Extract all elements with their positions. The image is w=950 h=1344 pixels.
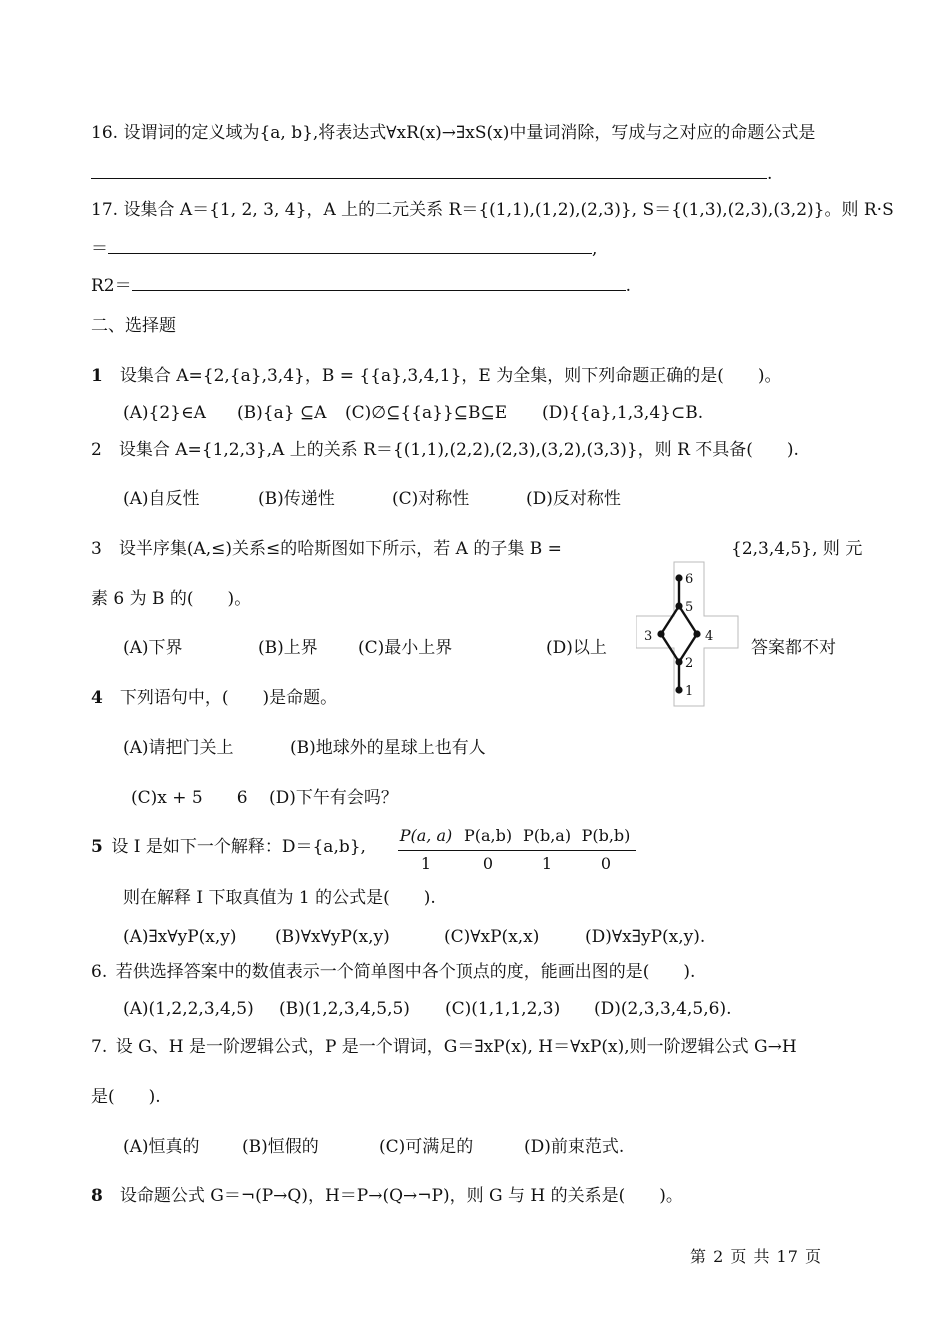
- table-val-pba: 1: [541, 854, 553, 873]
- q3-option-b[interactable]: (B)上界: [258, 638, 318, 658]
- q5-option-d[interactable]: (D)∀x∃yP(x,y).: [585, 927, 706, 947]
- q6-option-a[interactable]: (A)(1,2,2,3,4,5): [123, 999, 254, 1019]
- page-number-footer: 第 2 页 共 17 页: [690, 1247, 822, 1266]
- q6-option-d[interactable]: (D)(2,3,3,4,5,6).: [594, 999, 732, 1019]
- hasse-label-4: 4: [705, 629, 714, 644]
- hasse-label-1: 1: [685, 684, 694, 699]
- q1-number: 1: [91, 366, 103, 386]
- q2-number: 2: [91, 440, 102, 460]
- hasse-label-5: 5: [685, 600, 694, 615]
- q3-number: 3: [91, 539, 102, 559]
- q7-option-b[interactable]: (B)恒假的: [242, 1137, 319, 1157]
- q2-option-c[interactable]: (C)对称性: [392, 489, 470, 509]
- table-head-pbb: P(b,b): [581, 826, 631, 845]
- q4-question: [91, 687, 337, 709]
- q2-option-a[interactable]: (A)自反性: [123, 489, 200, 509]
- q1-option-b[interactable]: (B){a} ⊆A: [237, 403, 327, 423]
- q7-number: 7.: [91, 1037, 108, 1057]
- hasse-label-2: 2: [685, 656, 694, 671]
- q6-option-b[interactable]: (B)(1,2,3,4,5,5): [279, 999, 410, 1019]
- q16-text: 16. 设谓词的定义域为{a, b},将表达式∀xR(x)→∃xS(x)中量词消除，写成与之对应的命题公式是: [91, 123, 816, 143]
- q5-option-c[interactable]: (C)∀xP(x,x): [444, 927, 540, 947]
- q4-text: 下列语句中，( )是命题。: [119, 688, 338, 708]
- q7-text: 设 G、H 是一阶逻辑公式，P 是一个谓词，G＝∃xP(x), H＝∀xP(x),则一阶逻辑公式 G→H: [115, 1037, 797, 1057]
- q1-option-a[interactable]: (A){2}∈A: [123, 403, 206, 423]
- q6-question: [91, 961, 695, 983]
- q3-option-d[interactable]: (D)以上: [546, 638, 607, 658]
- q2-option-b[interactable]: (B)传递性: [258, 489, 335, 509]
- q2-option-d[interactable]: (D)反对称性: [526, 489, 621, 509]
- q17-eq: ＝: [91, 239, 108, 259]
- q8-question: [91, 1185, 683, 1207]
- q7-option-c[interactable]: (C)可满足的: [379, 1137, 474, 1157]
- q4-number: 4: [91, 688, 103, 708]
- q5-option-a[interactable]: (A)∃x∀yP(x,y): [123, 927, 237, 947]
- table-val-paa: 1: [420, 854, 432, 873]
- q5-text-line2: 则在解释 I 下取真值为 1 的公式是( ).: [123, 888, 436, 908]
- q17-end: .: [625, 276, 632, 296]
- q6-text: 若供选择答案中的数值表示一个简单图中各个顶点的度，能画出图的是( ).: [115, 962, 696, 982]
- q3-text: 设半序集(A,≤)关系≤的哈斯图如下所示，若 A 的子集 B =: [118, 539, 562, 559]
- q1-option-c[interactable]: (C)∅⊆{{a}}⊆B⊆E: [345, 403, 508, 423]
- q4-option-a[interactable]: (A)请把门关上: [123, 738, 234, 758]
- q17-r2-blank[interactable]: [91, 274, 631, 297]
- q3-option-c[interactable]: (C)最小上界: [358, 638, 453, 658]
- q7-text-line2: 是( ).: [91, 1087, 161, 1107]
- q3-option-a[interactable]: (A)下界: [123, 638, 183, 658]
- table-head-pab: P(a,b): [463, 826, 513, 845]
- q4-option-d[interactable]: (D)下午有会吗？: [269, 788, 398, 808]
- table-head-paa: P(a, a): [399, 826, 453, 845]
- q8-text: 设命题公式 G＝¬(P→Q)，H＝P→(Q→¬P)，则 G 与 H 的关系是( )。: [119, 1186, 683, 1206]
- q2-question: [91, 439, 799, 461]
- q16-end: .: [767, 164, 773, 184]
- q3-option-d-tail: 答案都不对: [751, 638, 836, 658]
- q3-text-right: {2,3,4,5}, 则 元: [731, 539, 863, 559]
- q6-number: 6.: [91, 962, 108, 982]
- q1-option-d[interactable]: (D){{a},1,3,4}⊂B.: [542, 403, 704, 423]
- q8-number: 8: [91, 1186, 103, 1206]
- q5-text: 设 I 是如下一个解释：D＝{a,b},: [111, 837, 366, 857]
- q17-text: 17. 设集合 A＝{1, 2, 3, 4}，A 上的二元关系 R＝{(1,1),(1,2),(2,3)}, S＝{(1,3),(2,3),(3,2)}。则 R·S: [91, 200, 894, 220]
- q4-option-b[interactable]: (B)地球外的星球上也有人: [290, 738, 486, 758]
- q3-question: [91, 538, 562, 560]
- hasse-label-3: 3: [644, 629, 653, 644]
- q1-question: [91, 365, 782, 387]
- table-val-pab: 0: [482, 854, 494, 873]
- q17-comma: ,: [592, 239, 598, 259]
- q4-option-c[interactable]: (C)x + 5 6: [131, 788, 248, 808]
- q17-r2-label: R2＝: [91, 276, 132, 296]
- q7-question: [91, 1036, 797, 1058]
- section-heading: 二、选择题: [91, 316, 176, 336]
- q7-option-d[interactable]: (D)前束范式.: [524, 1137, 625, 1157]
- q5-option-b[interactable]: (B)∀x∀yP(x,y): [275, 927, 390, 947]
- q16-answer-blank[interactable]: [91, 162, 772, 185]
- hasse-diagram: [636, 560, 740, 708]
- q5-number: 5: [91, 837, 103, 857]
- q7-option-a[interactable]: (A)恒真的: [123, 1137, 200, 1157]
- q5-question: [91, 836, 366, 858]
- q2-text: 设集合 A={1,2,3},A 上的关系 R＝{(1,1),(2,2),(2,3),(3,2),(3,3)}，则 R 不具备( ).: [118, 440, 799, 460]
- table-head-pba: P(b,a): [522, 826, 572, 845]
- q1-text: 设集合 A={2,{a},3,4}，B = {{a},3,4,1}，E 为全集，则下列命题正确的是( )。: [119, 366, 782, 386]
- table-val-pbb: 0: [600, 854, 612, 873]
- q6-option-c[interactable]: (C)(1,1,1,2,3): [445, 999, 561, 1019]
- q3-text-line2: 素 6 为 B 的( )。: [91, 589, 252, 609]
- q17-rs-blank[interactable]: [91, 237, 597, 260]
- table-rule: [398, 850, 636, 851]
- hasse-label-6: 6: [685, 572, 694, 587]
- hasse-edges: [661, 578, 697, 690]
